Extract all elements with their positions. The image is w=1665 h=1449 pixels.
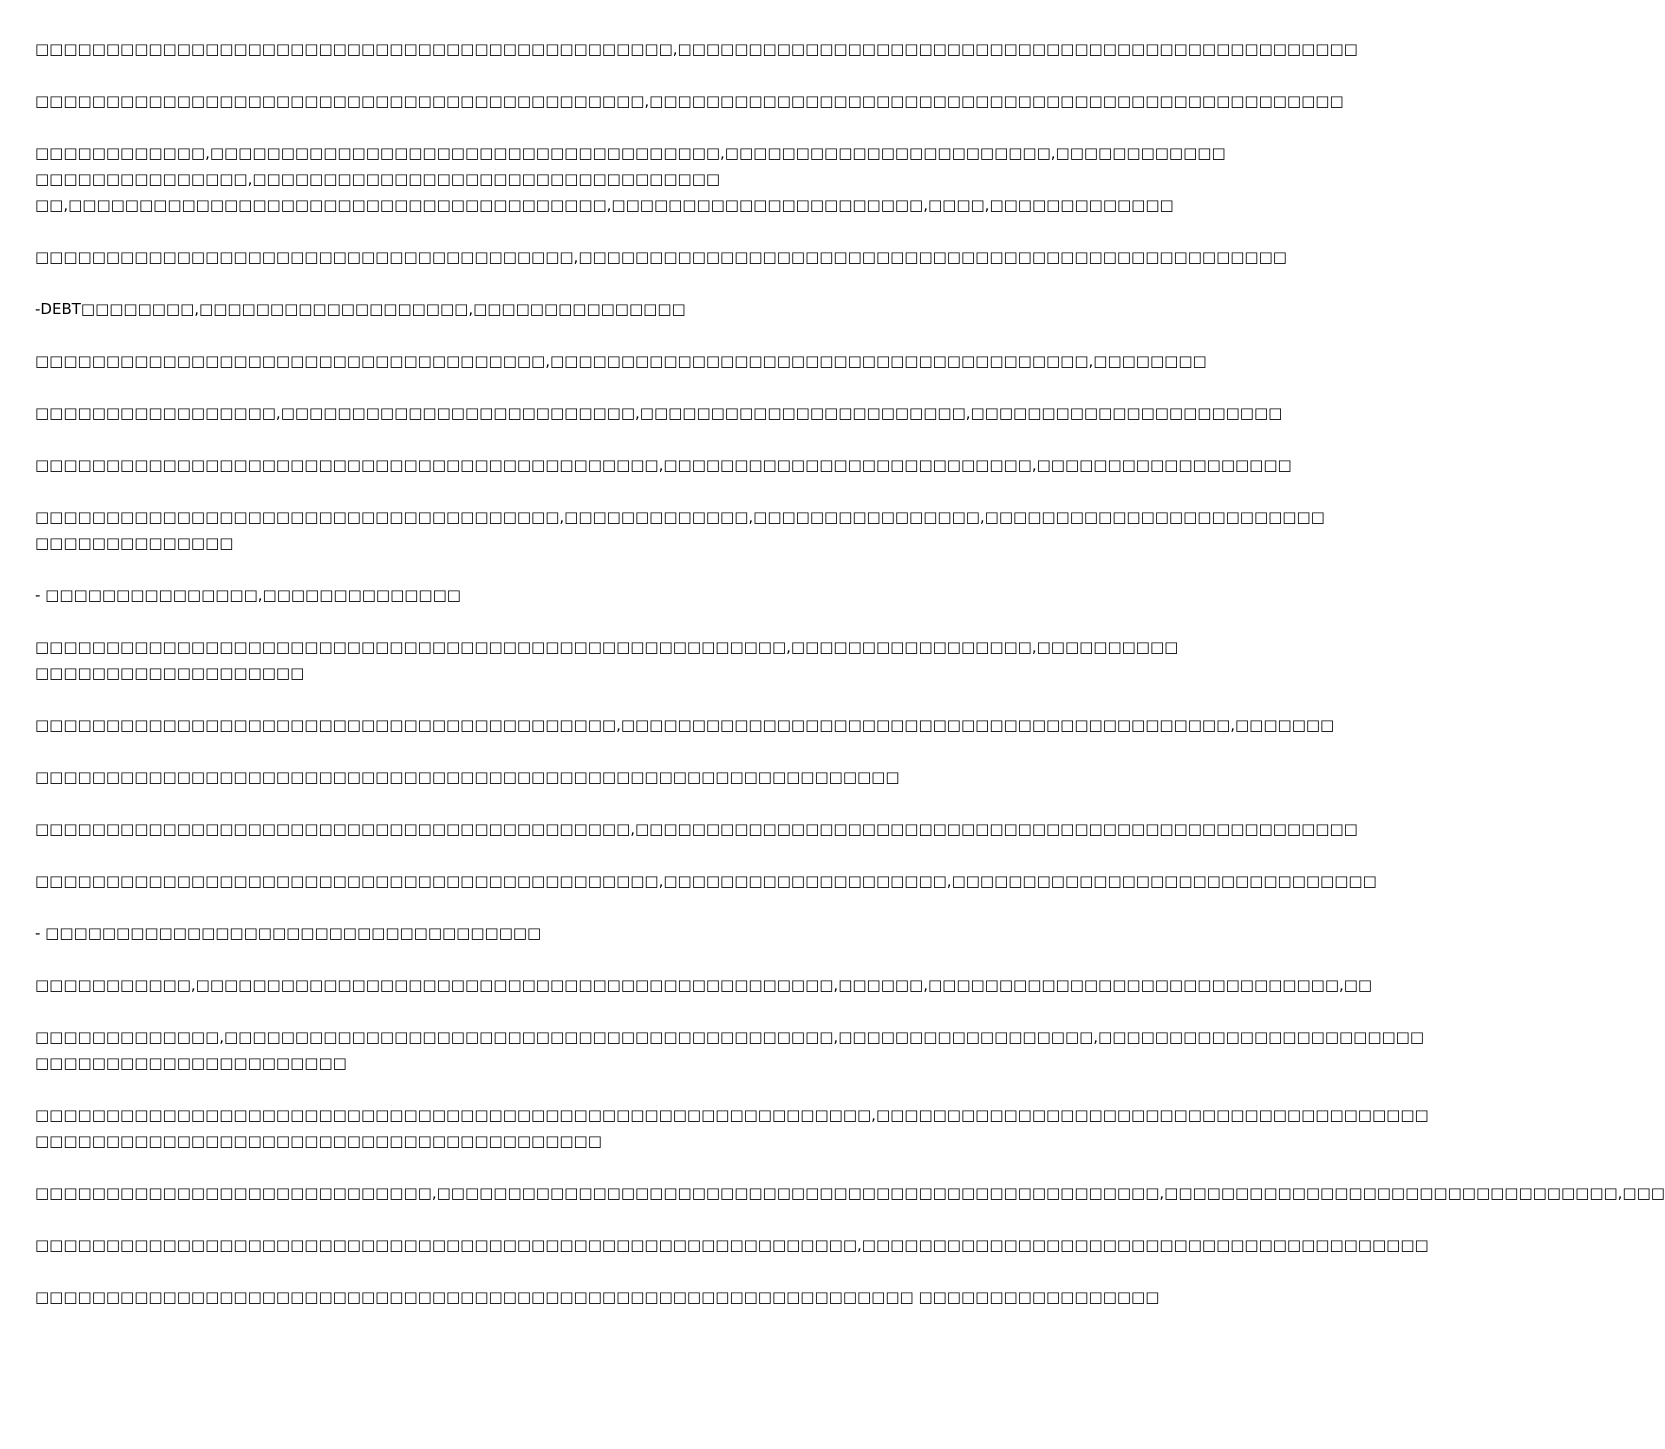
paragraph	[35, 634, 1179, 686]
paragraph	[35, 712, 1335, 738]
paragraph	[35, 1024, 1425, 1076]
text-line: -DEBT□□□□□□□□,□□□□□□□□□□□□□□□□□□□,□□□□□□□□□□□□□□□	[35, 300, 686, 318]
paragraph	[35, 400, 1283, 426]
text-line: □□□□□□□□□□□□□□□,□□□□□□□□□□□□□□□□□□□□□□□□□□□□□□□□□	[35, 170, 721, 188]
text-line: - □□□□□□□□□□□□□□□,□□□□□□□□□□□□□□	[35, 586, 461, 604]
text-line: □□□□□□□□□□□□□□□□□□□□□□□□□□□□□□□□□□□□□□□□	[35, 1132, 602, 1150]
text-line: □□□□□□□□□□□□□,□□□□□□□□□□□□□□□□□□□□□□□□□□□□□□□□□□□□□□□□□□□,□□□□□□□□□□□□□□□□□□,□□□□□□□□□□□□□□□□□□□□□□□	[35, 1028, 1425, 1046]
text-line: □□□□□□□□□□□□□□□□□□□□□□□□□□□□□□□□□□□□□□□□□□□□□□□□□□□□□,□□□□□□□□□□□□□□□□□,□□□□□□□□□□	[35, 638, 1179, 656]
text-line: □□□□□□□□□□□□□□□□□□□□□□□□□□□□,□□□□□□□□□□□□□□□□□□□□□□□□□□□□□□□□□□□□□□□□□□□□□□□□□□□,□□□□□□□□□□□□□□□□□□□□□□□□□□□□□□□□,□□□	[35, 1184, 1665, 1202]
text-line: - □□□□□□□□□□□□□□□□□□□□□□□□□□□□□□□□□□□	[35, 924, 542, 942]
text-line: □□□□□□□□□□□□□□□□□□□□□□□□□□□□□□□□□□□□□□□□□□□□□,□□□□□□□□□□□□□□□□□□□□□□□□□□□□□□□□□□□□□□□□□□□□□□□□	[35, 40, 1358, 58]
text-line: □□□□□□□□□□□□□□□□□□□□□□□□□□□□□□□□□□□□□□□□□□□□,□□□□□□□□□□□□□□□□□□□□,□□□□□□□□□□□□□□□□□□□□□□□□□□□□□□	[35, 872, 1377, 890]
paragraph	[35, 1180, 1665, 1206]
text-line: □□□□□□□□□□□□□□□□□□□□□□□□□□□□□□□□□□□□□□□□□□□□□□□□□□□□□□□□□□□□□□ □□□□□□□□□□□□□□□□□	[35, 1288, 1160, 1306]
paragraph	[35, 1102, 1429, 1154]
text-line: □□□□□□□□□□□□□□□□□□□□□□□□□□□□□□□□□□□□□,□□□□□□□□□□□□□,□□□□□□□□□□□□□□□□,□□□□□□□□□□□□□□□□□□□□□□□□	[35, 508, 1325, 526]
text-line: □□□□□□□□□□□□□□□□□□□□□□□□□□□□□□□□□□□□□□,□□□□□□□□□□□□□□□□□□□□□□□□□□□□□□□□□□□□□□□□□□□□□□□□□□	[35, 248, 1287, 266]
paragraph	[35, 88, 1344, 114]
paragraph	[35, 764, 990, 790]
paragraph	[35, 1232, 1429, 1258]
paragraph	[35, 816, 1358, 842]
text-line: □□□□□□□□□□□□□□□□□□□□□□□□□□□□□□□□□□□□□□□□□□□,□□□□□□□□□□□□□□□□□□□□□□□□□□□□□□□□□□□□□□□□□□□□□□□□□	[35, 92, 1344, 110]
paragraph	[35, 244, 1287, 270]
paragraph	[35, 972, 1373, 998]
text-line: □□□□□□□□□□□□□□□□□□□□□□□□□□□□□□□□□□□□□□□□□□□□□□□□□□□□□□□□□□□,□□□□□□□□□□□□□□□□□□□□□□□□□□□□□□□□□□□□□□□	[35, 1106, 1429, 1124]
text-line: □□□□□□□□□□□,□□□□□□□□□□□□□□□□□□□□□□□□□□□□□□□□□□□□□□□□□□□□□,□□□□□□,□□□□□□□□□□□□□□□□□□□□□□□□□□□□□,□□	[35, 976, 1373, 994]
paragraph	[35, 582, 990, 608]
document-body	[35, 36, 1665, 1336]
paragraph	[35, 920, 990, 946]
text-line: □□□□□□□□□□□□□□□□□□□□□□□□□□□□□□□□□□□□□□□□□□□□□□□□□□□□□□□□□□,□□□□□□□□□□□□□□□□□□□□□□□□□□□□□□□□□□□□□□□□	[35, 1236, 1429, 1254]
text-line: □□□□□□□□□□□□□□□□□□□□□□□□□□□□□□□□□□□□□□□□□□□□□□□□□□□□□□□□□□□□□	[35, 768, 900, 786]
text-line: □□□□□□□□□□□□□□□□□□□□□□□□□□□□□□□□□□□□,□□□□□□□□□□□□□□□□□□□□□□□□□□□□□□□□□□□□□□,□□□□□□□□	[35, 352, 1207, 370]
paragraph	[35, 452, 1292, 478]
text-line: □□□□□□□□□□□□□□□□□□□□□□	[35, 1054, 347, 1072]
text-line: □□□□□□□□□□□□□□□□□□□□□□□□□□□□□□□□□□□□□□□□□□□□,□□□□□□□□□□□□□□□□□□□□□□□□□□,□□□□□□□□□□□□□□□□□□	[35, 456, 1292, 474]
text-line: □□□□□□□□□□□□,□□□□□□□□□□□□□□□□□□□□□□□□□□□□□□□□□□□□,□□□□□□□□□□□□□□□□□□□□□□□,□□□□□□□□□□□□	[35, 144, 1226, 162]
paragraph	[35, 868, 1377, 894]
paragraph	[35, 296, 990, 322]
text-line: □□,□□□□□□□□□□□□□□□□□□□□□□□□□□□□□□□□□□□□□□,□□□□□□□□□□□□□□□□□□□□□□,□□□□,□□□□□□□□□□□□□	[35, 196, 1174, 214]
paragraph	[35, 504, 1325, 556]
paragraph	[35, 36, 1358, 62]
paragraph	[35, 140, 1226, 218]
text-line: □□□□□□□□□□□□□□	[35, 534, 234, 552]
paragraph	[35, 348, 1207, 374]
text-line: □□□□□□□□□□□□□□□□□,□□□□□□□□□□□□□□□□□□□□□□□□□,□□□□□□□□□□□□□□□□□□□□□□□,□□□□□□□□□□□□□□□□□□□□□□	[35, 404, 1283, 422]
paragraph	[35, 1284, 1160, 1310]
text-line: □□□□□□□□□□□□□□□□□□□□□□□□□□□□□□□□□□□□□□□□□□,□□□□□□□□□□□□□□□□□□□□□□□□□□□□□□□□□□□□□□□□□□□□□□□□□□□	[35, 820, 1358, 838]
text-line: □□□□□□□□□□□□□□□□□□□□□□□□□□□□□□□□□□□□□□□□□,□□□□□□□□□□□□□□□□□□□□□□□□□□□□□□□□□□□□□□□□□□□,□□□□□□□	[35, 716, 1335, 734]
text-line: □□□□□□□□□□□□□□□□□□□	[35, 664, 305, 682]
